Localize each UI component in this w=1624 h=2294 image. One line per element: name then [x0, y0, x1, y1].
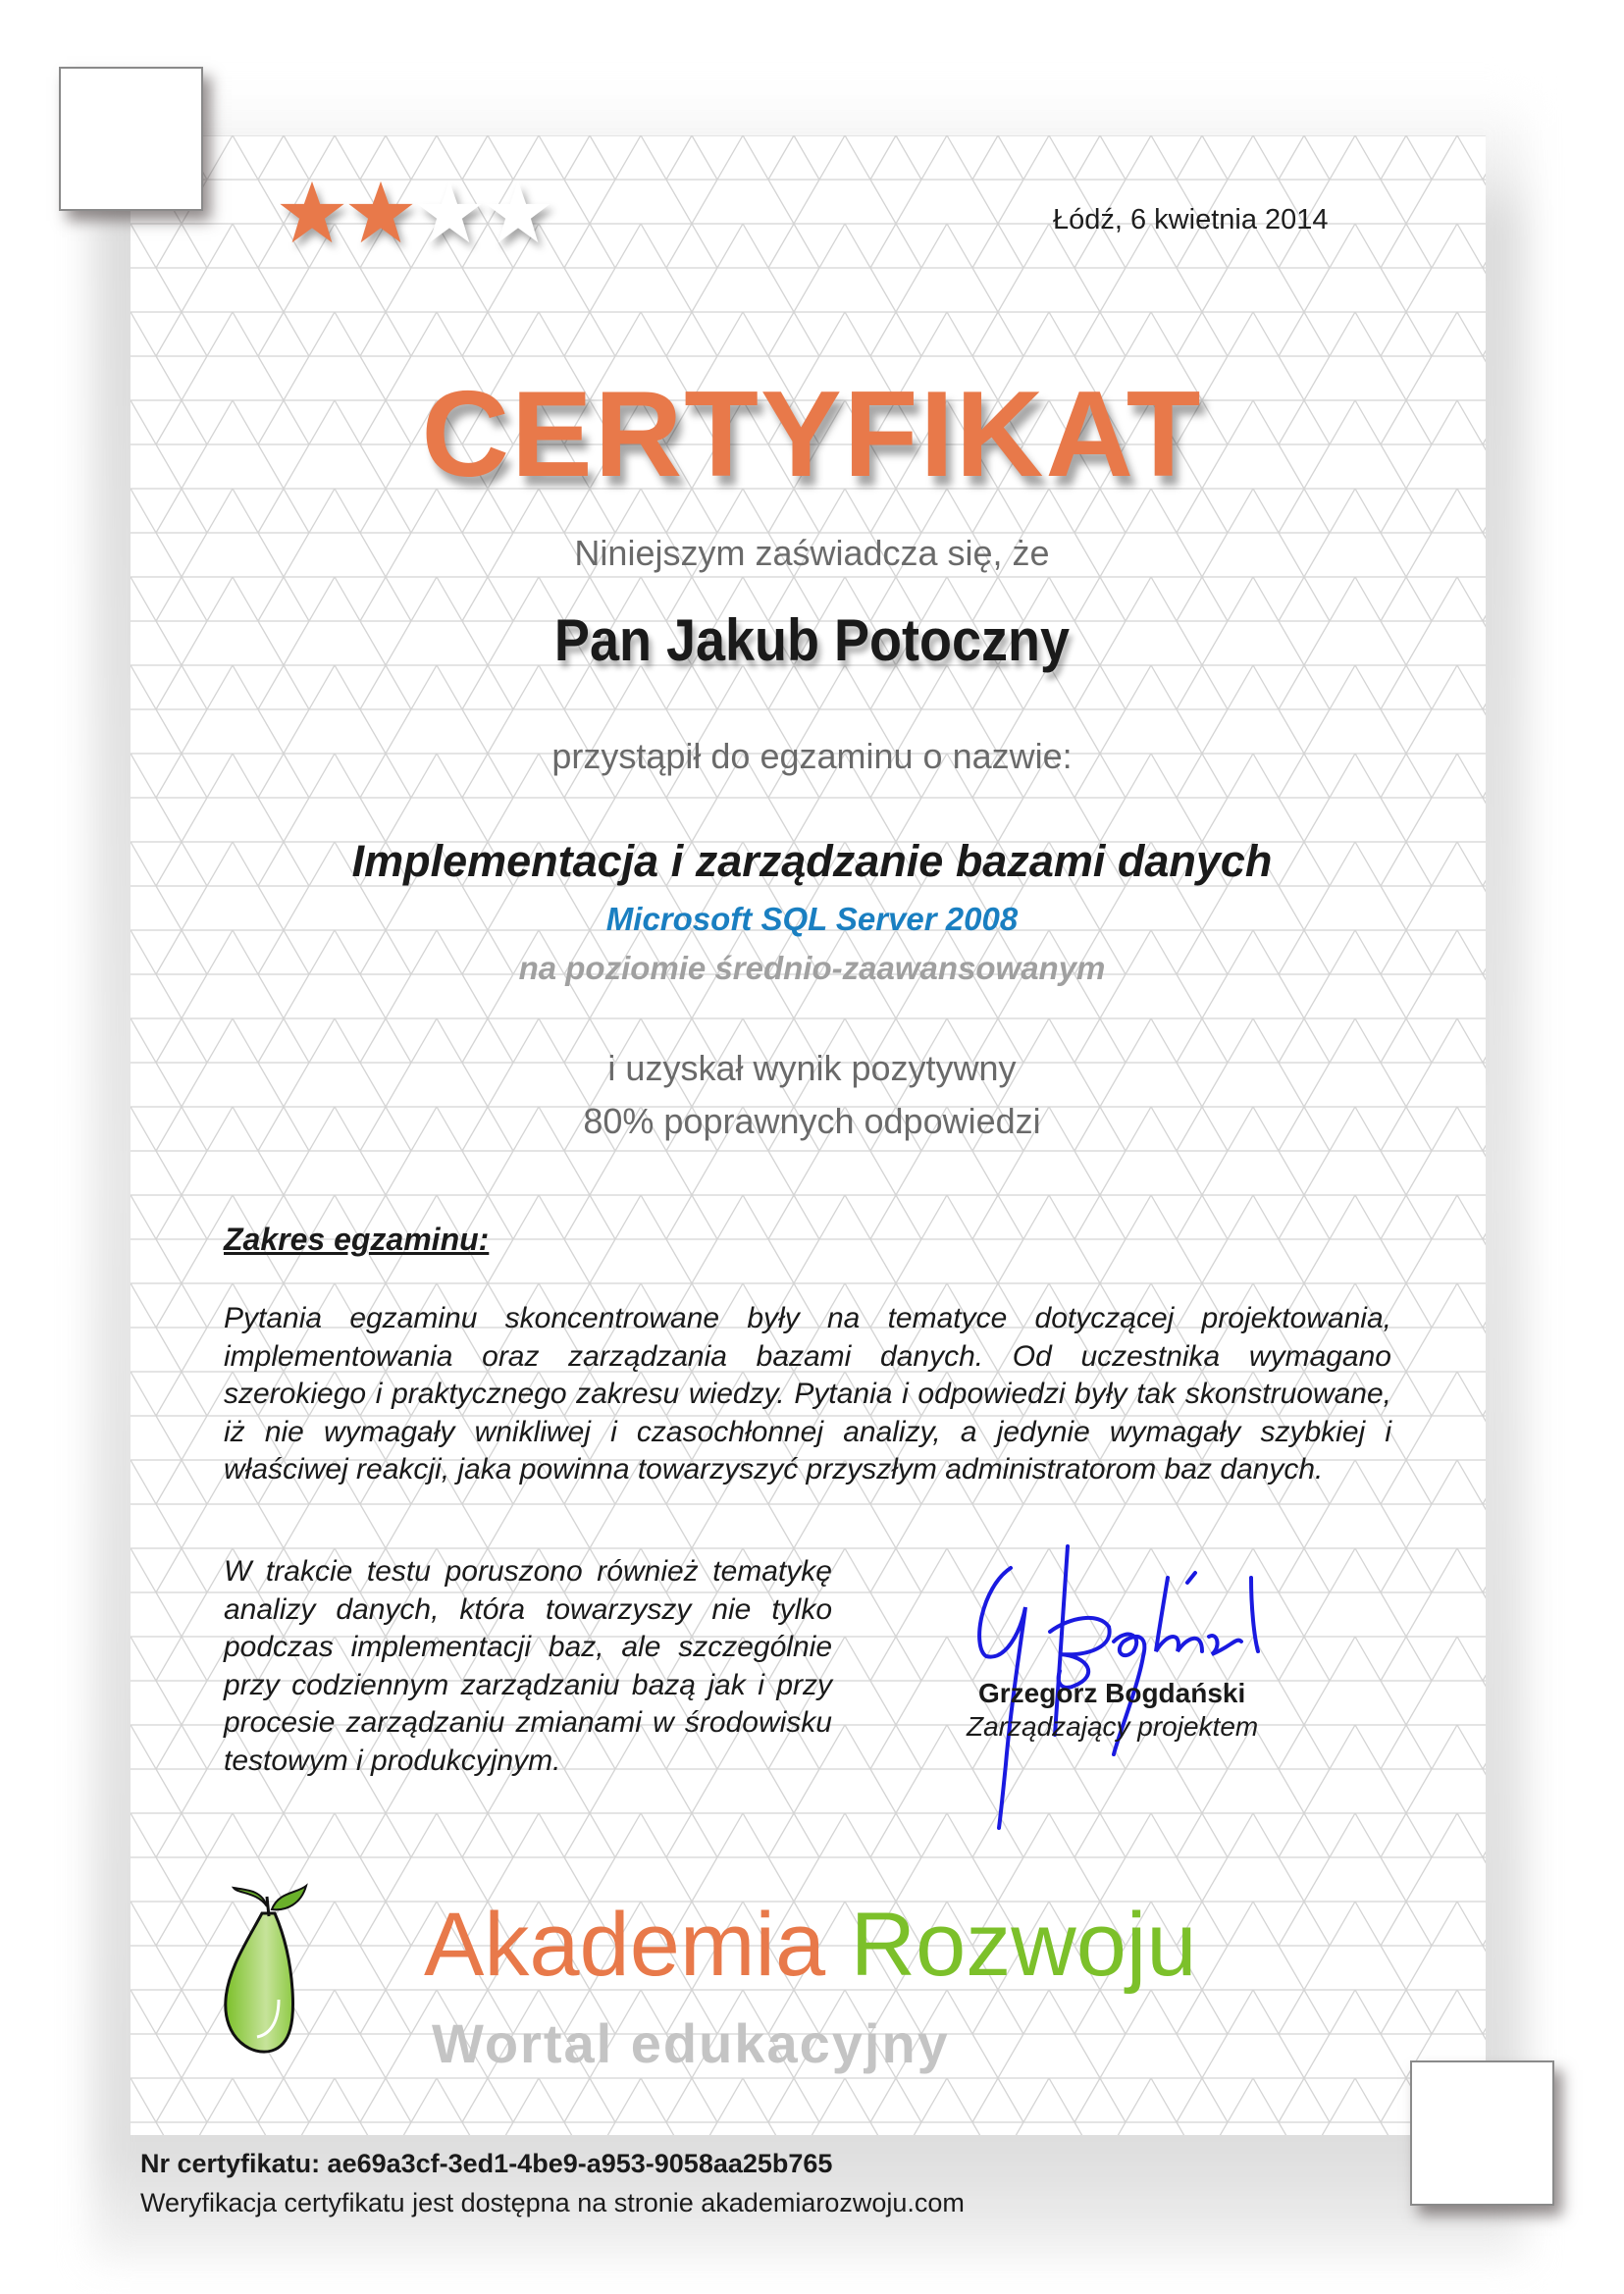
- brand-name-part1: Akademia: [424, 1895, 826, 1995]
- photo-placeholder-bottom-right: [1410, 2060, 1554, 2206]
- star-filled-icon: [347, 179, 414, 245]
- exam-level: na poziomie średnio-zaawansowanym: [518, 950, 1106, 986]
- verification-note: Weryfikacja certyfikatu jest dostępna na stronie akademiarozwoju.com: [140, 2188, 965, 2217]
- scope-heading: Zakres egzaminu:: [224, 1222, 490, 1257]
- signatory-role: Zarządzający projektem: [967, 1711, 1259, 1742]
- recipient-name: Pan Jakub Potoczny: [553, 607, 1071, 673]
- rating-stars: [279, 179, 551, 245]
- exam-name: Implementacja i zarządzanie bazami danych: [351, 836, 1273, 886]
- pear-logo-icon: [218, 1882, 355, 2059]
- star-filled-icon: [279, 179, 345, 245]
- brand-name: [424, 1894, 1197, 1997]
- took-exam-text: przystąpił do egzaminu o nazwie:: [551, 736, 1073, 776]
- brand-name-part2: Rozwoju: [850, 1895, 1197, 1995]
- certificate-title: CERTYFIKAT: [421, 367, 1203, 502]
- scope-paragraph-1: Pytania egzaminu skoncentrowane były na tematyce dotyczącej projektowania, implementowania oraz zarządzania bazami danych. Od uczestnika wymagano szerokiego i praktycznego zakresu wiedzy. Pytania i odpowiedzi były tak skonstruowane, iż nie wymagały wnikliwej i czasochłonnej analizy, a jedynie wymagały szybkiej i właściwej reakcji, jaka powinna towarzyszyć przyszłym administratorom baz danych.: [224, 1302, 1391, 1486]
- exam-product: Microsoft SQL Server 2008: [605, 901, 1019, 937]
- signatory-name: Grzegorz Bogdański: [978, 1678, 1246, 1708]
- photo-placeholder-top-left: [59, 67, 203, 211]
- intro-text: Niniejszym zaświadcza się, że: [574, 533, 1050, 573]
- brand-tagline: Wortal edukacyjny: [432, 2012, 950, 2074]
- star-empty-icon: [416, 179, 483, 245]
- issue-date: Łódź, 6 kwietnia 2014: [1053, 204, 1329, 235]
- star-empty-icon: [485, 179, 551, 245]
- scope-paragraph-2: W trakcie testu poruszono również tematykę analizy danych, która towarzyszy nie tylko podczas implementacji baz, ale szczególnie przy codziennym zarządzaniu bazą jak i przy procesie zarządzaniu zmianami w środowisku testowym i produkcyjnym.: [224, 1555, 832, 1777]
- score-text: 80% poprawnych odpowiedzi: [583, 1101, 1041, 1141]
- certificate-number: Nr certyfikatu: ae69a3cf-3ed1-4be9-a953-9058aa25b765: [140, 2149, 833, 2178]
- result-text: i uzyskał wynik pozytywny: [607, 1048, 1017, 1088]
